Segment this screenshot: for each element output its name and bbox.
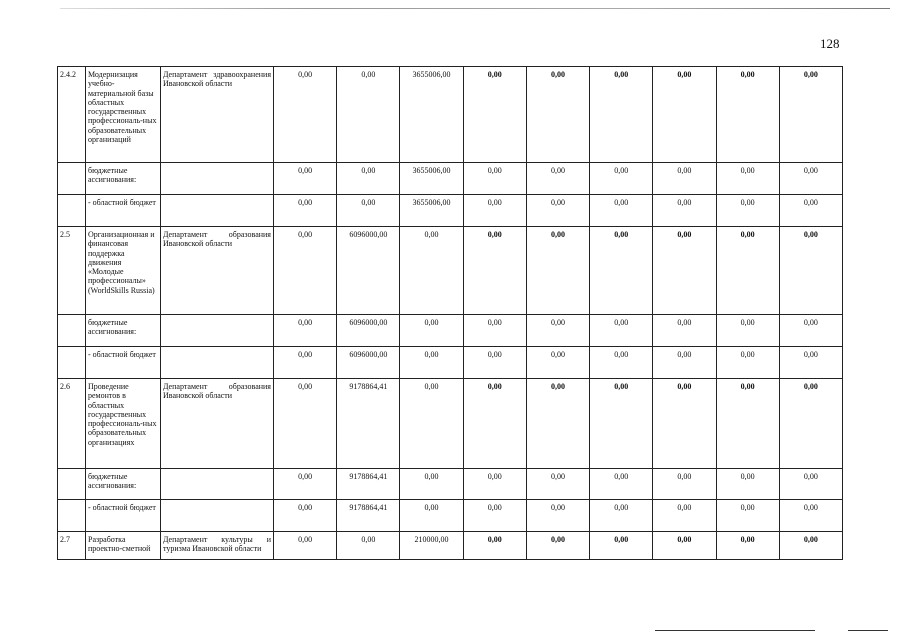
row-name: Разработка проектно-сметной [86, 532, 161, 560]
row-index [58, 315, 86, 347]
footer-line-short [848, 630, 888, 631]
table-row [58, 195, 843, 227]
row-department [161, 163, 274, 195]
value-cell: 0,00 [274, 195, 337, 227]
row-department [161, 315, 274, 347]
value-cell: 0,00 [274, 347, 337, 379]
value-cell: 9178864,41 [337, 500, 400, 532]
row-index [58, 347, 86, 379]
value-cell: 0,00 [653, 469, 716, 500]
value-cell: 0,00 [526, 469, 589, 500]
value-cell: 0,00 [653, 67, 716, 163]
value-cell: 0,00 [779, 347, 842, 379]
value-cell: 0,00 [526, 195, 589, 227]
value-cell: 0,00 [716, 163, 779, 195]
value-cell: 0,00 [463, 227, 526, 315]
row-department [161, 500, 274, 532]
value-cell: 0,00 [463, 379, 526, 469]
value-cell: 0,00 [590, 500, 653, 532]
value-cell: 0,00 [779, 163, 842, 195]
value-cell: 0,00 [779, 315, 842, 347]
value-cell: 0,00 [590, 532, 653, 560]
row-index: 2.5 [58, 227, 86, 315]
table-row [58, 227, 843, 315]
row-name: бюджетные ассигнования: [86, 163, 161, 195]
value-cell: 0,00 [400, 500, 463, 532]
row-name: Модернизация учебно-материальной базы областных государственных профессиональ-ных образовательных организаций [86, 67, 161, 163]
value-cell: 0,00 [716, 347, 779, 379]
value-cell: 0,00 [779, 500, 842, 532]
value-cell: 3655006,00 [400, 195, 463, 227]
value-cell: 0,00 [526, 227, 589, 315]
value-cell: 0,00 [400, 379, 463, 469]
row-index: 2.4.2 [58, 67, 86, 163]
value-cell: 0,00 [337, 163, 400, 195]
value-cell: 0,00 [463, 163, 526, 195]
row-name: Организационная и финансовая поддержка движения «Молодые профессионалы» (WorldSkills Russia) [86, 227, 161, 315]
value-cell: 0,00 [716, 532, 779, 560]
value-cell: 0,00 [463, 347, 526, 379]
value-cell: 0,00 [653, 500, 716, 532]
value-cell: 0,00 [463, 315, 526, 347]
table-row [58, 469, 843, 500]
row-department: Департамент образования Ивановской области [161, 379, 274, 469]
value-cell: 0,00 [653, 163, 716, 195]
value-cell: 0,00 [526, 500, 589, 532]
row-name: - областной бюджет [86, 195, 161, 227]
value-cell: 0,00 [653, 347, 716, 379]
row-department [161, 469, 274, 500]
value-cell: 0,00 [274, 67, 337, 163]
value-cell: 0,00 [716, 500, 779, 532]
table-row [58, 315, 843, 347]
value-cell: 0,00 [526, 315, 589, 347]
value-cell: 9178864,41 [337, 469, 400, 500]
value-cell: 0,00 [274, 379, 337, 469]
value-cell: 0,00 [274, 227, 337, 315]
value-cell: 3655006,00 [400, 67, 463, 163]
row-index [58, 469, 86, 500]
value-cell: 0,00 [779, 379, 842, 469]
value-cell: 0,00 [590, 379, 653, 469]
value-cell: 0,00 [653, 379, 716, 469]
value-cell: 6096000,00 [337, 227, 400, 315]
value-cell: 0,00 [274, 532, 337, 560]
row-name: - областной бюджет [86, 347, 161, 379]
value-cell: 0,00 [337, 532, 400, 560]
footer-line [655, 630, 815, 631]
value-cell: 0,00 [400, 347, 463, 379]
page-number: 128 [820, 36, 840, 51]
value-cell: 0,00 [653, 195, 716, 227]
value-cell: 0,00 [716, 469, 779, 500]
value-cell: 0,00 [274, 500, 337, 532]
value-cell: 0,00 [400, 315, 463, 347]
value-cell: 0,00 [716, 315, 779, 347]
value-cell: 9178864,41 [337, 379, 400, 469]
row-index [58, 500, 86, 532]
value-cell: 0,00 [526, 532, 589, 560]
value-cell: 0,00 [590, 315, 653, 347]
row-index [58, 195, 86, 227]
table-row [58, 163, 843, 195]
value-cell: 0,00 [653, 227, 716, 315]
value-cell: 0,00 [463, 195, 526, 227]
row-department [161, 195, 274, 227]
value-cell: 0,00 [590, 67, 653, 163]
row-index [58, 163, 86, 195]
value-cell: 0,00 [274, 315, 337, 347]
row-index: 2.7 [58, 532, 86, 560]
scan-edge-line [60, 8, 890, 9]
table-row [58, 67, 843, 163]
value-cell: 0,00 [526, 379, 589, 469]
value-cell: 0,00 [716, 379, 779, 469]
budget-table [57, 66, 843, 560]
row-name: бюджетные ассигнования: [86, 469, 161, 500]
value-cell: 0,00 [653, 532, 716, 560]
value-cell: 0,00 [526, 347, 589, 379]
value-cell: 0,00 [463, 532, 526, 560]
value-cell: 0,00 [274, 469, 337, 500]
table-row [58, 347, 843, 379]
value-cell: 0,00 [526, 67, 589, 163]
value-cell: 6096000,00 [337, 347, 400, 379]
value-cell: 0,00 [463, 67, 526, 163]
value-cell: 0,00 [716, 195, 779, 227]
table-row [58, 500, 843, 532]
value-cell: 3655006,00 [400, 163, 463, 195]
value-cell: 0,00 [337, 195, 400, 227]
value-cell: 0,00 [716, 227, 779, 315]
row-name: Проведение ремонтов в областных государственных профессиональ-ных образовательных организациях [86, 379, 161, 469]
value-cell: 0,00 [779, 195, 842, 227]
row-name: - областной бюджет [86, 500, 161, 532]
value-cell: 0,00 [779, 532, 842, 560]
value-cell: 0,00 [590, 469, 653, 500]
value-cell: 0,00 [779, 67, 842, 163]
value-cell: 0,00 [590, 163, 653, 195]
value-cell: 0,00 [274, 163, 337, 195]
value-cell: 0,00 [590, 227, 653, 315]
value-cell: 0,00 [463, 500, 526, 532]
value-cell: 0,00 [590, 195, 653, 227]
row-department: Департамент здравоохранения Ивановской области [161, 67, 274, 163]
value-cell: 0,00 [779, 469, 842, 500]
value-cell: 0,00 [463, 469, 526, 500]
row-department: Департамент культуры и туризма Ивановской области [161, 532, 274, 560]
value-cell: 0,00 [653, 315, 716, 347]
table-row [58, 379, 843, 469]
value-cell: 0,00 [400, 469, 463, 500]
row-name: бюджетные ассигнования: [86, 315, 161, 347]
value-cell: 0,00 [716, 67, 779, 163]
row-department: Департамент образования Ивановской области [161, 227, 274, 315]
value-cell: 0,00 [526, 163, 589, 195]
table-row [58, 532, 843, 560]
value-cell: 6096000,00 [337, 315, 400, 347]
row-department [161, 347, 274, 379]
value-cell: 0,00 [337, 67, 400, 163]
value-cell: 0,00 [400, 227, 463, 315]
value-cell: 0,00 [779, 227, 842, 315]
row-index: 2.6 [58, 379, 86, 469]
value-cell: 210000,00 [400, 532, 463, 560]
value-cell: 0,00 [590, 347, 653, 379]
